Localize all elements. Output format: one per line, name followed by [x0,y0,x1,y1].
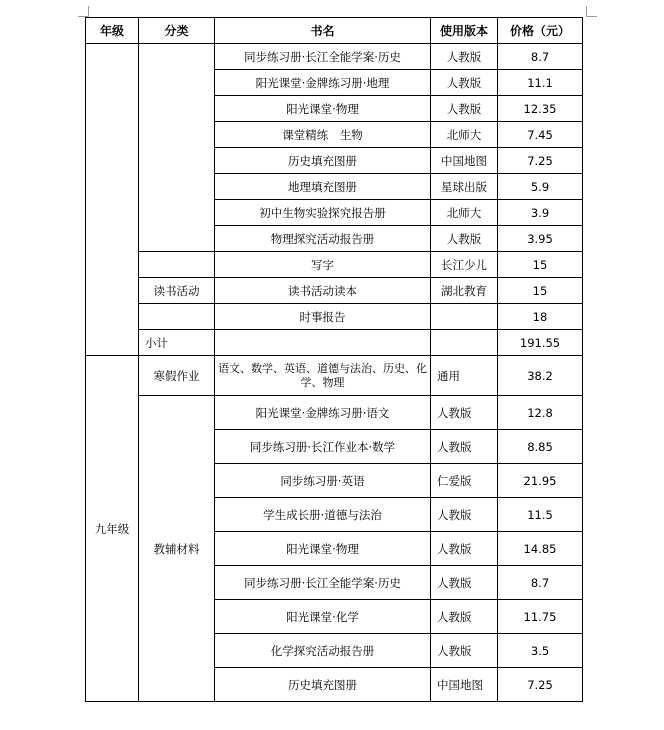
edition-cell: 湖北教育 [431,278,498,304]
category-cell: 读书活动 [139,278,215,304]
header-price: 价格（元） [498,18,583,44]
page-corner-mark-right [586,6,597,17]
edition-cell: 人教版 [431,634,498,668]
price-cell: 8.7 [498,44,583,70]
book-cell: 写字 [215,252,431,278]
edition-cell: 人教版 [431,96,498,122]
subtotal-label: 小计 [139,330,215,356]
book-cell: 化学探究活动报告册 [215,634,431,668]
edition-cell: 北师大 [431,200,498,226]
book-cell: 阳光课堂·金牌练习册·语文 [215,396,431,430]
edition-cell: 通用 [431,356,498,396]
subtotal-price: 191.55 [498,330,583,356]
price-cell: 11.75 [498,600,583,634]
price-cell: 18 [498,304,583,330]
price-cell: 21.95 [498,464,583,498]
header-grade: 年级 [86,18,139,44]
category-cell-blank [139,44,215,252]
edition-cell-blank [431,330,498,356]
edition-cell: 人教版 [431,226,498,252]
book-cell: 同步练习册·英语 [215,464,431,498]
price-cell: 8.85 [498,430,583,464]
category-cell-blank [139,252,215,278]
edition-cell: 人教版 [431,70,498,96]
price-cell: 15 [498,252,583,278]
price-cell: 7.25 [498,148,583,174]
table-row [86,356,583,396]
edition-cell: 中国地图 [431,668,498,702]
header-edition: 使用版本 [431,18,498,44]
edition-cell: 长江少儿 [431,252,498,278]
book-cell: 地理填充图册 [215,174,431,200]
edition-cell: 人教版 [431,44,498,70]
edition-cell: 人教版 [431,600,498,634]
table-row [86,252,583,278]
edition-cell: 人教版 [431,430,498,464]
book-cell: 时事报告 [215,304,431,330]
book-cell-blank [215,330,431,356]
category-cell: 寒假作业 [139,356,215,396]
price-cell: 5.9 [498,174,583,200]
edition-cell-blank [431,304,498,330]
table-row [86,278,583,304]
book-cell: 初中生物实验探究报告册 [215,200,431,226]
edition-cell: 星球出版 [431,174,498,200]
price-cell: 3.9 [498,200,583,226]
price-cell: 7.25 [498,668,583,702]
book-cell: 同步练习册·长江作业本·数学 [215,430,431,464]
edition-cell: 人教版 [431,566,498,600]
grade-cell: 九年级 [86,356,139,702]
header-book: 书名 [215,18,431,44]
edition-cell: 北师大 [431,122,498,148]
book-cell: 同步练习册·长江全能学案·历史 [215,44,431,70]
price-cell: 12.35 [498,96,583,122]
price-cell: 3.5 [498,634,583,668]
edition-cell: 仁爱版 [431,464,498,498]
book-cell: 物理探究活动报告册 [215,226,431,252]
page-corner-mark-left [78,6,89,17]
table-row [86,304,583,330]
book-cell: 阳光课堂·物理 [215,96,431,122]
book-cell: 读书活动读本 [215,278,431,304]
edition-cell: 人教版 [431,396,498,430]
price-cell: 12.8 [498,396,583,430]
edition-cell: 中国地图 [431,148,498,174]
subtotal-row [86,330,583,356]
book-cell: 课堂精练 生物 [215,122,431,148]
category-cell: 教辅材料 [139,396,215,702]
price-cell: 11.5 [498,498,583,532]
price-cell: 11.1 [498,70,583,96]
price-cell: 38.2 [498,356,583,396]
grade-cell-blank [86,44,139,356]
book-cell: 阳光课堂·物理 [215,532,431,566]
book-cell: 阳光课堂·化学 [215,600,431,634]
header-category: 分类 [139,18,215,44]
book-cell: 历史填充图册 [215,148,431,174]
header-row [86,18,583,44]
table-row [86,396,583,430]
price-cell: 8.7 [498,566,583,600]
book-cell: 语文、数学、英语、道德与法治、历史、化学、物理 [215,356,431,396]
edition-cell: 人教版 [431,532,498,566]
price-cell: 7.45 [498,122,583,148]
category-cell-blank [139,304,215,330]
price-cell: 15 [498,278,583,304]
edition-cell: 人教版 [431,498,498,532]
book-price-table [85,17,583,702]
table-row [86,44,583,70]
book-cell: 阳光课堂·金牌练习册·地理 [215,70,431,96]
price-cell: 14.85 [498,532,583,566]
price-cell: 3.95 [498,226,583,252]
book-cell: 同步练习册·长江全能学案·历史 [215,566,431,600]
book-cell: 学生成长册·道德与法治 [215,498,431,532]
book-cell: 历史填充图册 [215,668,431,702]
